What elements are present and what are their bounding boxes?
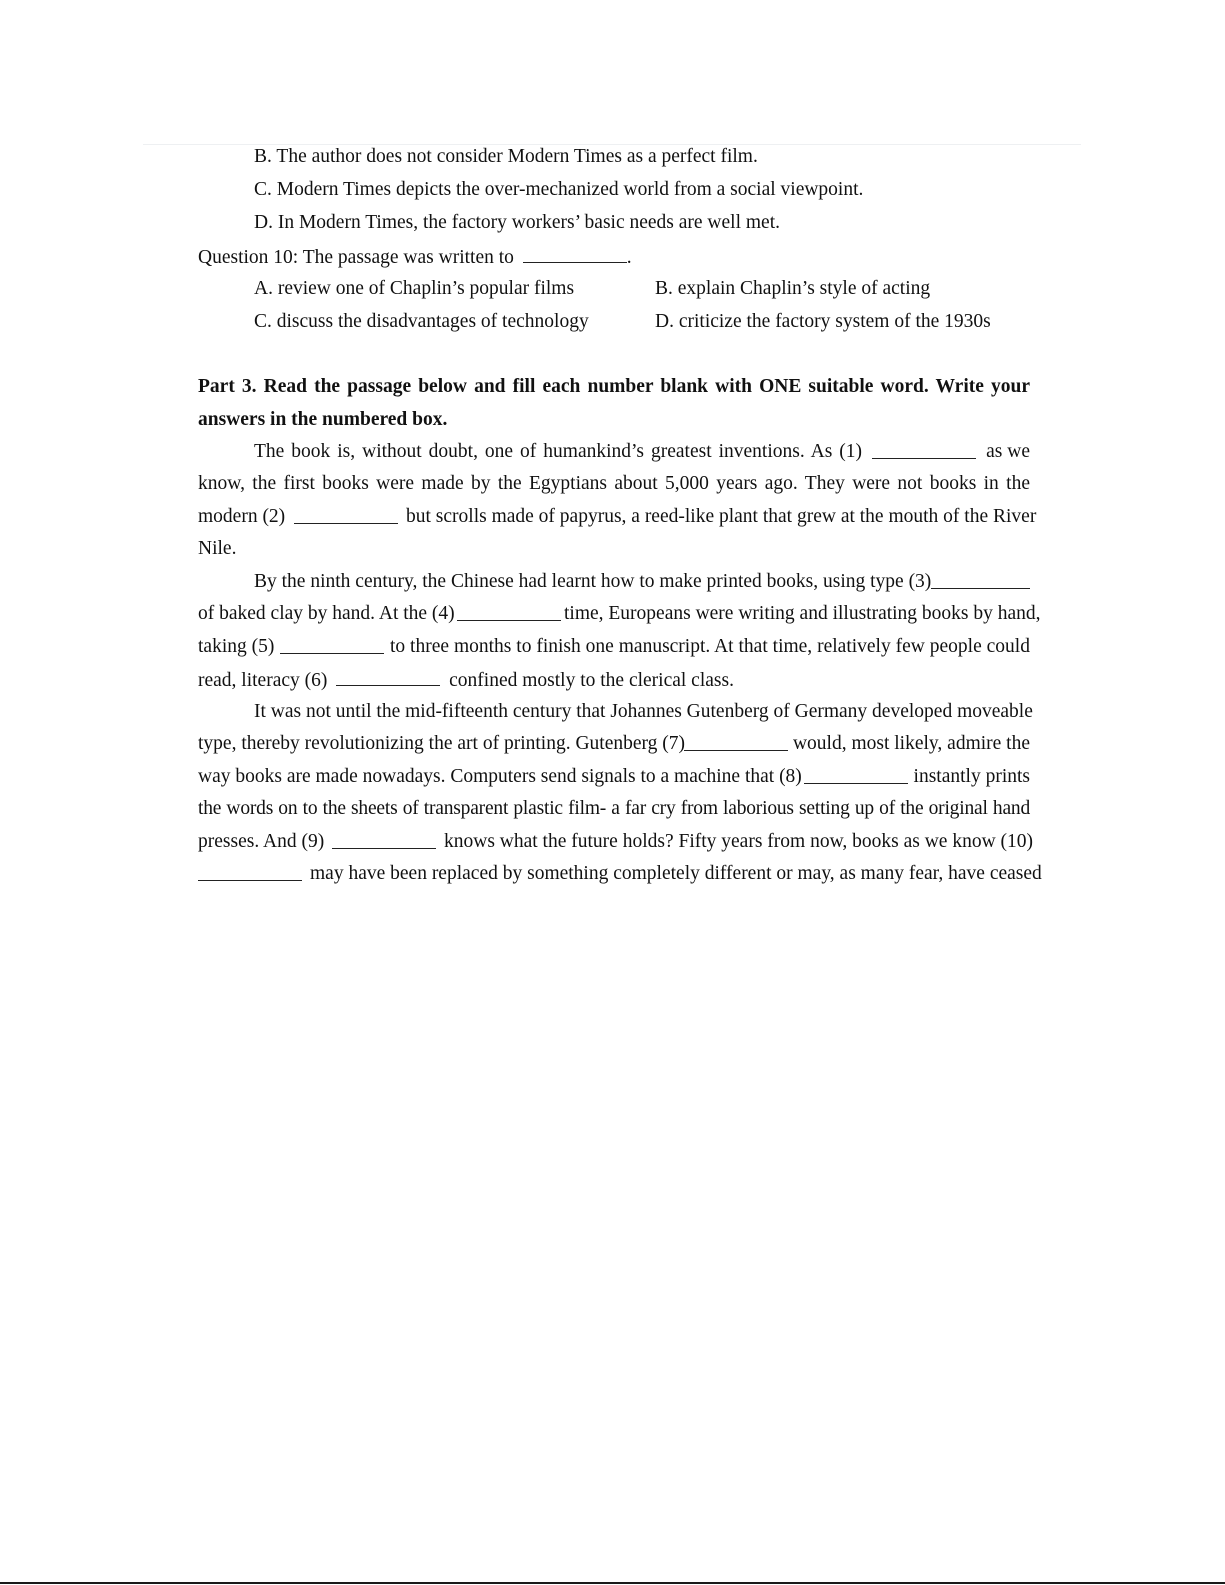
p3-line3 [198,765,1030,789]
q10-stem-end: . [626,247,632,268]
p1-line2 [198,472,1030,496]
p2-line3 [198,635,1030,659]
p1-line2-text: know, the first books were made by the Egyptians about 5,000 years ago. They were not books in the [198,473,1030,494]
p2-line4-text: confined mostly to the clerical class. [449,670,734,691]
p2-line4-start: read, literacy (6) [198,670,328,691]
q10-answer-blank[interactable] [523,244,627,263]
p3-line1-text: It was not until the mid-fifteenth century that Johannes Gutenberg of Germany developed moveable [254,701,1033,722]
q9-option-b: B. The author does not consider Modern Times as a perfect film. [254,146,758,167]
p1-line1-text: The book is, without doubt, one of humankind’s greatest inventions. As (1) [254,441,862,462]
blank-3[interactable] [931,570,1030,589]
p1-line4: Nile. [198,538,237,559]
p3-line6-text: may have been replaced by something completely different or may, as many fear, have ceased [310,863,1042,884]
p3-line2-text: would, most likely, admire the [792,733,1030,754]
p3-line5-text: knows what the future holds? Fifty years from now, books as we know (10) [443,831,1034,852]
p1-line1 [254,440,1030,464]
p2-line1 [254,570,1030,594]
p3-line6 [198,862,1042,886]
blank-1[interactable] [872,440,976,459]
p3-line4-text: the words on to the sheets of transparent plastic film- a far cry from laborious setting up of the original hand [198,798,1030,819]
blank-4[interactable] [457,602,561,621]
blank-8[interactable] [804,765,908,784]
q10-stem [198,244,632,270]
q10-option-a: A. review one of Chaplin’s popular films [254,278,575,299]
p1-line3-text: but scrolls made of papyrus, a reed-like plant that grew at the mouth of the River [406,506,1037,527]
part3-heading-line1 [198,375,1030,399]
p2-line3-text: to three months to finish one manuscript. At that time, relatively few people could [389,636,1030,657]
q10-stem-text: Question 10: The passage was written to [198,247,514,268]
q9-option-c: C. Modern Times depicts the over-mechanized world from a social viewpoint. [254,179,864,200]
p3-line4 [198,797,1030,821]
p3-line2-start: type, thereby revolutionizing the art of printing. Gutenberg (7) [198,733,686,754]
q10-option-b: B. explain Chaplin’s style of acting [655,278,931,299]
blank-2[interactable] [294,505,398,524]
p1-line3-start: modern (2) [198,506,286,527]
q9-option-d: D. In Modern Times, the factory workers’ basic needs are well met. [254,212,780,233]
p2-line1-text: By the ninth century, the Chinese had learnt how to make printed books, using type (3) [254,571,932,592]
p3-line3-text: instantly prints [913,766,1030,787]
q10-option-d: D. criticize the factory system of the 1930s [655,311,991,332]
p2-line2-start: of baked clay by hand. At the (4) [198,603,455,624]
p3-line5-start: presses. And (9) [198,831,325,852]
page-bottom-rule [0,1582,1225,1584]
p1-line1-end: as we [986,441,1030,462]
part3-heading-line2: answers in the numbered box. [198,409,448,430]
blank-7[interactable] [684,732,788,751]
p2-line4 [198,667,734,693]
blank-5[interactable] [280,635,384,654]
p2-line2-text: time, Europeans were writing and illustrating books by hand, [563,603,1041,624]
p2-line2 [198,602,1041,626]
p3-line1 [254,700,1033,724]
blank-6[interactable] [336,667,440,686]
p2-line3-start: taking (5) [198,636,275,657]
q10-option-c: C. discuss the disadvantages of technology [254,311,589,332]
part3-heading-text: Part 3. Read the passage below and fill each number blank with ONE suitable word. Write your [198,376,1030,397]
blank-9[interactable] [332,830,436,849]
p1-line3 [198,505,1037,529]
p3-line2 [198,732,1030,756]
blank-10[interactable] [198,862,302,881]
p3-line3-start: way books are made nowadays. Computers send signals to a machine that (8) [198,766,802,787]
p3-line5 [198,830,1034,854]
